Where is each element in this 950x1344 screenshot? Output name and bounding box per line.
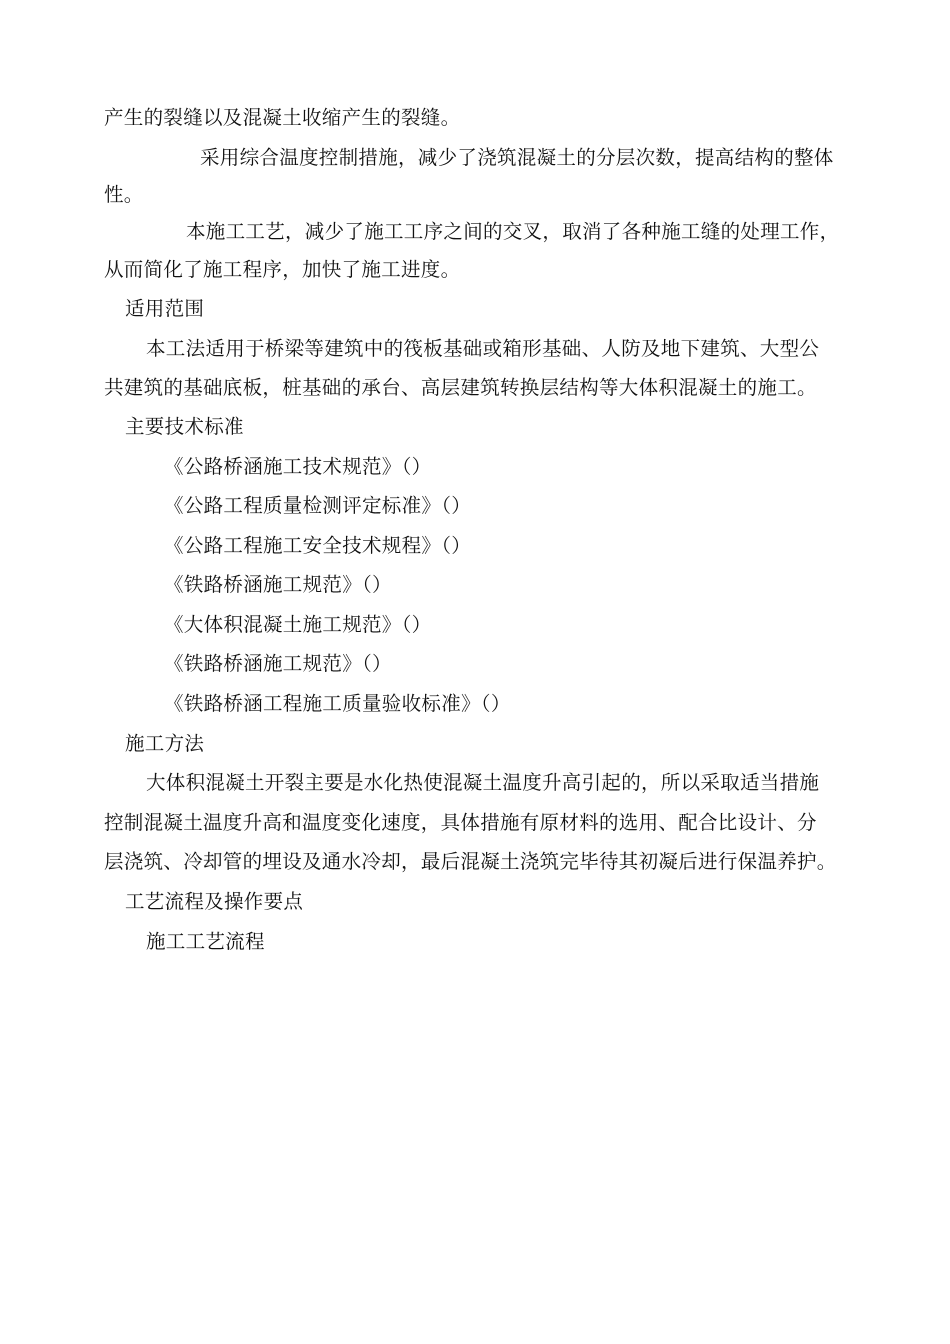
paragraph-line: 产生的裂缝以及混凝土收缩产生的裂缝。: [104, 106, 461, 129]
standard-item: 《铁路桥涵工程施工质量验收标准》（）: [164, 692, 511, 715]
paragraph-line: 本工法适用于桥梁等建筑中的筏板基础或箱形基础、人防及地下建筑、大型公: [146, 337, 820, 360]
paragraph-line: 共建筑的基础底板，桩基础的承台、高层建筑转换层结构等大体积混凝土的施工。: [104, 376, 817, 399]
paragraph-line: 大体积混凝土开裂主要是水化热使混凝土温度升高引起的，所以采取适当措施: [146, 771, 820, 794]
standard-item: 《铁路桥涵施工规范》（）: [164, 652, 392, 675]
standard-item: 《大体积混凝土施工规范》（）: [164, 613, 432, 636]
paragraph-line: 本施工工艺，减少了施工工序之间的交叉，取消了各种施工缝的处理工作，: [186, 220, 840, 243]
section-heading-process: 工艺流程及操作要点: [125, 890, 304, 913]
subheading-flow: 施工工艺流程: [146, 930, 265, 953]
section-heading-scope: 适用范围: [125, 297, 205, 320]
standard-item: 《公路工程施工安全技术规程》（）: [164, 534, 472, 557]
standard-item: 《公路桥涵施工技术规范》（）: [164, 455, 432, 478]
paragraph-line: 性。: [104, 183, 144, 206]
standard-item: 《公路工程质量检测评定标准》（）: [164, 494, 472, 517]
paragraph-line: 控制混凝土温度升高和温度变化速度，具体措施有原材料的选用、配合比设计、分: [104, 811, 817, 834]
paragraph-line: 采用综合温度控制措施，减少了浇筑混凝土的分层次数，提高结构的整体: [200, 146, 834, 169]
paragraph-line: 层浇筑、冷却管的埋设及通水冷却，最后混凝土浇筑完毕待其初凝后进行保温养护。: [104, 850, 837, 873]
standard-item: 《铁路桥涵施工规范》（）: [164, 573, 392, 596]
section-heading-method: 施工方法: [125, 732, 205, 755]
paragraph-line: 从而简化了施工程序，加快了施工进度。: [104, 258, 461, 281]
section-heading-standards: 主要技术标准: [125, 415, 244, 438]
